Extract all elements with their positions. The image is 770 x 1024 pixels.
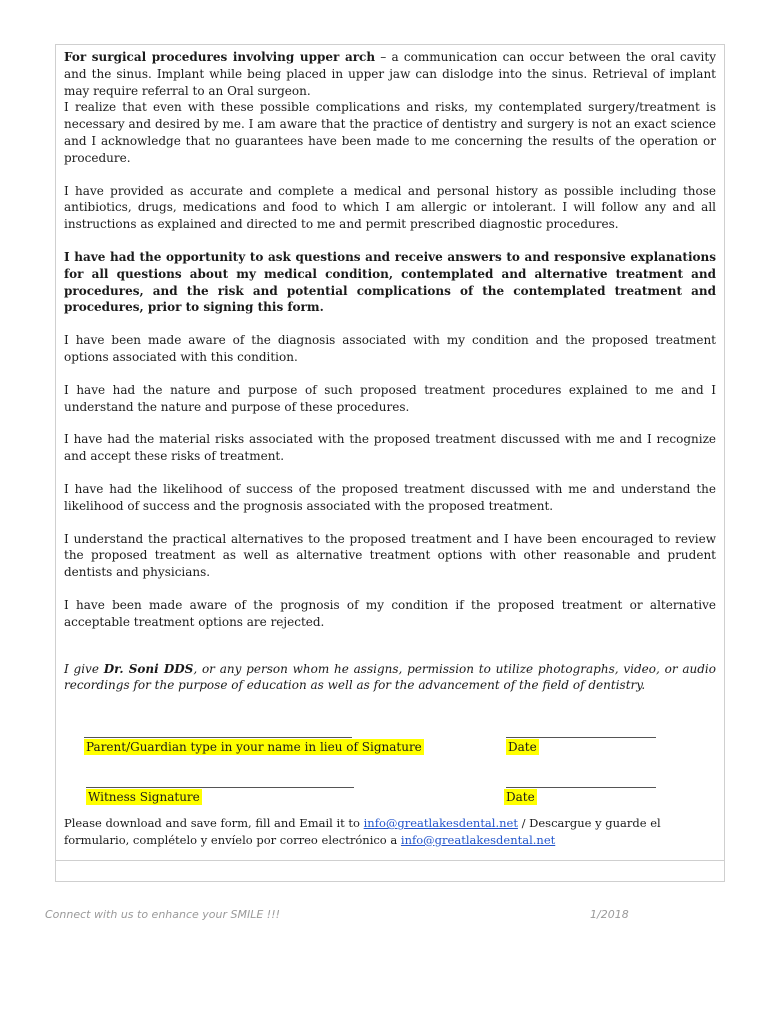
parent-signature-line[interactable] bbox=[84, 723, 352, 738]
parent-signature-row bbox=[84, 723, 716, 773]
witness-signature-label: Witness Signature bbox=[88, 790, 200, 804]
paragraph-likelihood: I have had the likelihood of success of the proposed treatment discussed with me and understand the likelihood of success and the prognosis associated with the proposed treatment. bbox=[64, 481, 716, 513]
date-label-2: Date bbox=[506, 790, 535, 804]
date-line-1[interactable] bbox=[506, 723, 656, 738]
paragraph-upper-arch bbox=[64, 49, 716, 99]
paragraph-history: I have provided as accurate and complete a medical and personal history as possible including those antibiotics, drugs, medications and food to which I am allergic or intolerant. I will follow any and all instructions as explained and directed to me and permit prescribed diagnostic procedures. bbox=[64, 183, 716, 232]
consent-suffix: , or any person whom he assigns, permission to utilize photographs, video, or audio recordings for the purpose of education as well as for the advancement of the field of dentistry. bbox=[64, 661, 716, 693]
date-line-2[interactable] bbox=[506, 773, 656, 788]
paragraph-nature: I have had the nature and purpose of such proposed treatment procedures explained to me and I understand the nature and purpose of these procedures. bbox=[64, 382, 716, 414]
consent-body bbox=[64, 49, 716, 710]
signature-section bbox=[84, 723, 716, 823]
email-instructions bbox=[64, 815, 716, 848]
consent-prefix: I give bbox=[64, 661, 104, 676]
form-frame bbox=[55, 44, 725, 882]
paragraph-risks: I have had the material risks associated with the proposed treatment discussed with me and I recognize and accept these risks of treatment. bbox=[64, 432, 716, 464]
form-frame-footer bbox=[56, 860, 724, 881]
parent-signature-label: Parent/Guardian type in your name in lieu of Signature bbox=[86, 740, 422, 754]
upper-arch-heading: For surgical procedures involving upper arch bbox=[64, 50, 376, 64]
paragraph-alternatives: I understand the practical alternatives to the proposed treatment and I have been encouraged to review the proposed treatment as well as alternative treatment options with other reasonable and prudent dentists and physicians. bbox=[64, 531, 716, 580]
paragraph-diagnosis: I have been made aware of the diagnosis associated with my condition and the proposed treatment options associated with this condition. bbox=[64, 333, 716, 364]
date-label-1: Date bbox=[508, 740, 537, 754]
footer-tagline: Connect with us to enhance your SMILE !!! bbox=[45, 908, 281, 921]
witness-signature-line[interactable] bbox=[86, 773, 354, 788]
doctor-name: Dr. Soni DDS bbox=[103, 661, 194, 676]
email-link-2[interactable]: info@greatlakesdental.net bbox=[400, 832, 556, 847]
upper-arch-text: – a communication can occur between the oral cavity and the sinus. Implant while being placed in upper jaw can dislodge into the sinus. Retrieval of implant may require referral to an Oral surgeon. bbox=[64, 50, 716, 98]
footer-date: 1/2018 bbox=[590, 908, 629, 921]
paragraph-prognosis: I have been made aware of the prognosis of my condition if the proposed treatment or alternative acceptable treatment options are rejected. bbox=[64, 597, 716, 629]
email-instructions-text: Please download and save form, fill and Email it to bbox=[64, 816, 364, 830]
paragraph-realize: I realize that even with these possible complications and risks, my contemplated surgery/treatment is necessary and desired by me. I am aware that the practice of dentistry and surgery is not an exact science and I acknowledge that no guarantees have been made to me concerning the results of the operation or procedure. bbox=[64, 100, 716, 165]
email-link-1[interactable]: info@greatlakesdental.net bbox=[363, 816, 518, 830]
paragraph-media-consent bbox=[64, 661, 716, 695]
paragraph-questions: I have had the opportunity to ask questions and receive answers to and responsive explanations for all questions about my medical condition, contemplated and alternative treatment and procedures, and the risk and potential complications of the contemplated treatment and procedures, prior to signing this form. bbox=[64, 249, 716, 315]
email-instructions-spanish: / Descargue y guarde el formulario, complételo y envíelo por correo electrónico a bbox=[64, 816, 661, 847]
